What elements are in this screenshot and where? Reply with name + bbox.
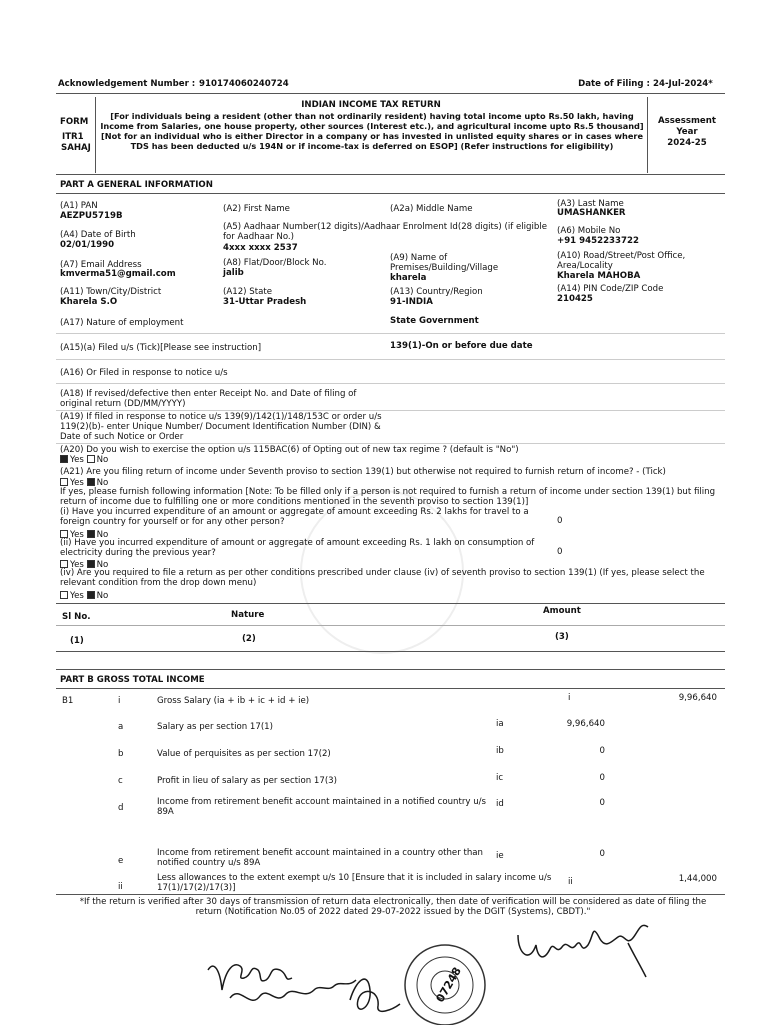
q1-label: (i) Have you incurred expenditure of an amount or aggregate of amount exceeding Rs. 2 lakhs for travel to a foreign country for yourself or for any other person?	[60, 507, 529, 527]
a20-no-label: No	[96, 455, 109, 465]
employment-value: State Government	[390, 316, 479, 326]
filed-value: 139(1)-On or before due date	[390, 341, 533, 351]
form-box-divider	[95, 97, 96, 173]
form-label: FORM	[60, 117, 89, 127]
premises-value: kharela	[390, 273, 427, 283]
q4-options	[60, 591, 108, 601]
mobile-label: (A6) Mobile No	[557, 226, 621, 236]
q1-no-label: No	[96, 530, 109, 540]
row-sub: ii	[568, 877, 573, 887]
pin-label: (A14) PIN Code/ZIP Code	[557, 284, 664, 294]
row-code: c	[118, 776, 123, 786]
row-rule	[56, 333, 725, 334]
country-label: (A13) Country/Region	[390, 287, 483, 297]
row-label: Salary as per section 17(1)	[157, 722, 273, 732]
dob-value: 02/01/1990	[60, 240, 115, 250]
row-sub: ib	[496, 746, 504, 756]
a21-yes-label: Yes	[70, 478, 84, 488]
notice-label: (A16) Or Filed in response to notice u/s	[60, 368, 228, 378]
form-title: INDIAN INCOME TAX RETURN	[301, 100, 441, 110]
a21-label: (A21) Are you filing return of income under Seventh proviso to section 139(1) but otherwise not required to furnish return of income? - (Tick)	[60, 467, 666, 477]
state-value: 31-Uttar Pradesh	[223, 297, 307, 307]
middle-name-label: (A2a) Middle Name	[390, 204, 473, 214]
first-name-label: (A2) First Name	[223, 204, 290, 214]
flat-value: jalib	[223, 268, 244, 278]
q2-yes-checkbox[interactable]	[60, 560, 68, 568]
row-label: Gross Salary (ia + ib + ic + id + ie)	[157, 696, 310, 706]
a20-label: (A20) Do you wish to exercise the option u/s 115BAC(6) of Opting out of new tax regime ? (default is "No")	[60, 445, 519, 455]
form-code: ITR1	[62, 132, 84, 142]
q4-no-label: No	[96, 591, 109, 601]
row-amount: 0	[599, 746, 605, 756]
col-sl-header: Sl No.	[62, 612, 91, 622]
filing-date: 24-Jul-2024*	[653, 79, 713, 89]
q4-yes-checkbox[interactable]	[60, 591, 68, 599]
row-label: Income from retirement benefit account maintained in a country other than notified country u/s 89A	[157, 848, 483, 868]
col-nature-header: Nature	[231, 610, 265, 620]
q4-no-checkbox[interactable]	[87, 591, 95, 599]
row-code: ii	[118, 882, 123, 892]
row-code: d	[118, 803, 124, 813]
col-3: (3)	[555, 632, 569, 642]
aadhaar-label: (A5) Aadhaar Number(12 digits)/Aadhaar Enrolment Id(28 digits) (if eligible for Aadhaar No.)	[223, 222, 548, 242]
row-code: b	[118, 749, 124, 759]
ay-label-1: Assessment	[658, 116, 716, 126]
row-amount: 0	[599, 773, 605, 783]
header-rule	[56, 93, 725, 94]
revised-label: (A18) If revised/defective then enter Receipt No. and Date of filing of original return (DD/MM/YYYY)	[60, 389, 357, 409]
table-top-rule	[56, 603, 725, 604]
a20-options	[60, 455, 108, 465]
row-amount: 1,44,000	[678, 874, 717, 884]
a21-no-checkbox[interactable]	[87, 478, 95, 486]
row-label: Profit in lieu of salary as per section 17(3)	[157, 776, 337, 786]
ack-label: Acknowledgement Number :	[58, 79, 196, 89]
row-rule	[56, 383, 725, 384]
row-sub: ia	[496, 719, 504, 729]
ay-value: 2024-25	[667, 138, 707, 148]
road-label: (A10) Road/Street/Post Office, Area/Locality	[557, 251, 686, 271]
a21-no-label: No	[96, 478, 109, 488]
row-amount: 9,96,640	[566, 719, 605, 729]
country-value: 91-INDIA	[390, 297, 433, 307]
pan-label: (A1) PAN	[60, 201, 98, 211]
q2-value: 0	[557, 547, 563, 557]
town-value: Kharela S.O	[60, 297, 118, 307]
pan-value: AEZPU5719B	[60, 211, 123, 221]
row-sub: ie	[496, 851, 504, 861]
row-label: Value of perquisites as per section 17(2)	[157, 749, 331, 759]
footer-note: *If the return is verified after 30 days of transmission of return data electronically, then date of verification will be considered as date of filing the return (Notification No.05 of 2022 dated 29-07-2022 issued by the DGIT (Systems), CBDT)."	[79, 897, 707, 917]
row-amount: 0	[599, 798, 605, 808]
email-label: (A7) Email Address	[60, 260, 142, 270]
b1-code: B1	[62, 696, 74, 706]
q2-yes-label: Yes	[70, 560, 84, 570]
part-b-top-rule	[56, 669, 725, 670]
ack-number: 910174060240724	[199, 79, 289, 89]
q1-yes-checkbox[interactable]	[60, 530, 68, 538]
employment-label: (A17) Nature of employment	[60, 318, 184, 328]
footer-rule	[56, 894, 725, 895]
road-value: Kharela MAHOBA	[557, 271, 641, 281]
a20-no-checkbox[interactable]	[87, 455, 95, 463]
row-code: e	[118, 856, 124, 866]
row-rule	[56, 410, 725, 411]
part-a-title: PART A GENERAL INFORMATION	[60, 180, 213, 190]
mobile-value: +91 9452233722	[557, 236, 639, 246]
row-code: i	[118, 696, 121, 706]
ay-label-2: Year	[676, 127, 698, 137]
filing-label: Date of Filing :	[578, 79, 650, 89]
q4-label: (iv) Are you required to file a return as per other conditions prescribed under clause (iv) of seventh proviso to section 139(1) (If yes, please select the relevant condition from the drop down menu)	[60, 568, 705, 588]
flat-label: (A8) Flat/Door/Block No.	[223, 258, 327, 268]
row-label: Income from retirement benefit account maintained in a notified country u/s 89A	[157, 797, 487, 817]
row-amount: 9,96,640	[678, 693, 717, 703]
a20-yes-checkbox[interactable]	[60, 455, 68, 463]
table-bottom-rule	[56, 651, 725, 652]
col-2: (2)	[242, 634, 256, 644]
table-header-rule	[56, 625, 725, 626]
row-sub: id	[496, 799, 504, 809]
q1-value: 0	[557, 516, 563, 526]
row-rule	[56, 443, 725, 444]
town-label: (A11) Town/City/District	[60, 287, 162, 297]
email-value: kmverma51@gmail.com	[60, 269, 176, 279]
row-code: a	[118, 722, 124, 732]
form-box-bottom	[56, 174, 725, 175]
row-amount: 0	[599, 849, 605, 859]
seventh-proviso-note: If yes, please furnish following information [Note: To be filled only if a person is not required to furnish a return of income under section 139(1) but filing return of income due to fulfilling one or more conditions mentioned in the seventh proviso to section 139(1)]	[60, 487, 716, 507]
q2-no-label: No	[96, 560, 109, 570]
row-rule	[56, 359, 725, 360]
part-b-rule	[56, 688, 725, 689]
a20-yes-label: Yes	[70, 455, 84, 465]
last-name-value: UMASHANKER	[557, 208, 626, 218]
col-1: (1)	[70, 636, 84, 646]
state-label: (A12) State	[223, 287, 272, 297]
filed-label: (A15)(a) Filed u/s (Tick)[Please see instruction]	[60, 343, 262, 353]
form-name: SAHAJ	[61, 143, 91, 153]
signature-right	[510, 915, 660, 985]
row-sub: i	[568, 693, 571, 703]
q1-yes-label: Yes	[70, 530, 84, 540]
part-a-rule	[56, 193, 725, 194]
dob-label: (A4) Date of Birth	[60, 230, 136, 240]
part-b-title: PART B GROSS TOTAL INCOME	[60, 675, 205, 685]
form-description: [For individuals being a resident (other than not ordinarily resident) having total income upto Rs.50 lakh, having Income from Salaries, one house property, other sources (Interest etc.), and agricultural income upto Rs.5 thousand] [Not for an individual who is either Director in a company or has invested in unlisted equity shares or in cases where TDS has been deducted u/s 194N or if income-tax is deferred on ESOP] (Refer instructions for eligibility)	[100, 111, 644, 151]
q2-label: (ii) Have you incurred expenditure of amount or aggregate of amount exceeding Rs. 1 lakh on consumption of electricity during the previous year?	[60, 538, 535, 558]
row-label: Less allowances to the extent exempt u/s 10 [Ensure that it is included in salary income u/s 17(1)/17(2)/17(3)]	[157, 873, 552, 893]
a21-yes-checkbox[interactable]	[60, 478, 68, 486]
q2-no-checkbox[interactable]	[87, 560, 95, 568]
premises-label: (A9) Name of Premises/Building/Village	[390, 253, 499, 273]
q4-yes-label: Yes	[70, 591, 84, 601]
col-amount-header: Amount	[543, 606, 581, 616]
row-sub: ic	[496, 773, 504, 783]
q1-no-checkbox[interactable]	[87, 530, 95, 538]
aadhaar-value: 4xxx xxxx 2537	[223, 243, 298, 253]
last-name-label: (A3) Last Name	[557, 199, 624, 209]
a19-label: (A19) If filed in response to notice u/s 139(9)/142(1)/148/153C or order u/s 119(2)(b)- enter Unique Number/ Document Identification Number (DIN) & Date of such Notice or Order	[60, 412, 382, 442]
seal-number: 07248	[433, 964, 464, 1005]
pin-value: 210425	[557, 294, 593, 304]
